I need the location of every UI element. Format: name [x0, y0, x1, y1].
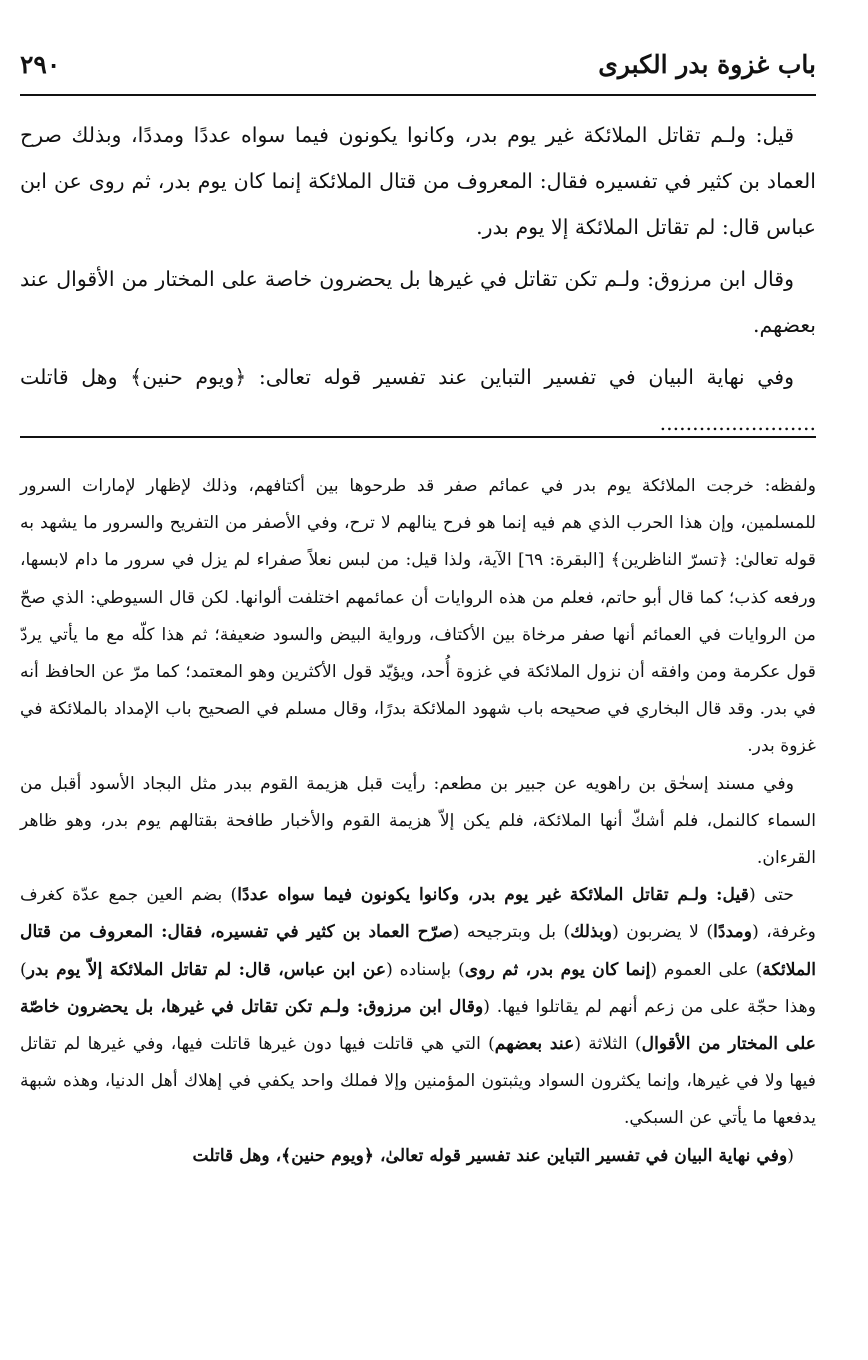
- quoted-main-text: قيل: ولـم تقاتل الملائكة غير يوم بدر، وكانوا يكونون فيما سواه عددًا: [237, 885, 749, 906]
- commentary-text-run: ) وهذا حجّة على من زعم أنهم لم يقاتلوا فيها. (: [20, 959, 816, 1017]
- quoted-main-text: إنما كان يوم بدر، ثم روى: [464, 959, 651, 980]
- commentary-text-run: ) الثلاثة (: [574, 1034, 642, 1055]
- commentary-text-run: ) بل وبترجيحه (: [452, 922, 571, 943]
- commentary-text: [20, 468, 816, 1175]
- commentary-paragraph: [20, 1138, 816, 1175]
- main-text: [20, 112, 816, 452]
- main-paragraph: [20, 354, 816, 446]
- commentary-paragraph: وفي مسند إسحٰق بن راهويه عن جبير بن مطعم: رأيت قبل هزيمة القوم ببدر مثل البجاد الأسود أقبل من السماء كالنمل، فلم أشكّ أنها الملائكة، فلم يكن إلاّ هزيمة القوم والأخبار طافحة بقتالهم يوم بدر، وهو ظاهر القرءان.: [20, 773, 816, 869]
- commentary-text-run: ) على العموم (: [650, 959, 763, 980]
- quoted-main-text: وفي نهاية البيان في تفسير التباين عند تفسير قوله تعالىٰ، ﴿ويوم حنين﴾، وهل قاتلت: [192, 1145, 788, 1166]
- commentary-text-run: ) لا يضربون (: [612, 922, 714, 943]
- commentary-paragraph: ولفظه: خرجت الملائكة يوم بدر في عمائم صفر قد طرحوها بين أكتافهم، وذلك لإظهار لإمارات السرور للمسلمين، وإن هذا الحرب الذي هم فيه إنما هو فرح ينالهم لا ترح، وفي الأصفر من التفريح والسرور ما يشهد به قوله تعالىٰ: ﴿تسرّ الناظرين﴾ [البقرة: ٦٩] الآية، ولذا قيل: من لبس نعلاً صفراء لم يزل في سرور ما دام لابسها، ورفعه كذب؛ كما قال أبو حاتم، فعلم من هذه الروايات أن عمائمهم اختلفت ألوانها. لكن قال السيوطي: الذي صحّ من الروايات في العمائم أنها صفر مرخاة بين الأكتاف، ورواية البيض والسود ضعيفة؛ ثم هذا كلّه مع ما يأتي يردّ قول عكرمة ومن وافقه أن نزول الملائكة في غزوة أُحد، ويؤيّد قول الأكثرين وهو المعتمد؛ كما مرّ عن الحافظ أنه في بدر. وقد قال البخاري في صحيحه باب شهود الملائكة بدرًا، وقال مسلم في الصحيح باب الإمداد بالملائكة في غزوة بدر.: [20, 476, 816, 757]
- quoted-main-text: وبذلك: [570, 922, 613, 943]
- page-header: [20, 44, 816, 96]
- page-number: ٢٩٠: [20, 50, 61, 79]
- main-paragraph-text: وفي نهاية البيان في تفسير التباين عند تفسير قوله تعالى: ﴿ويوم حنين﴾ وهل قاتلت: [20, 365, 794, 389]
- main-paragraph: وقال ابن مرزوق: ولـم تكن تقاتل في غيرها بل يحضرون خاصة على المختار من الأقوال عند بعضهم.: [20, 267, 816, 337]
- quoted-main-text: عند بعضهم: [494, 1034, 575, 1055]
- commentary-text-run: حتى (: [748, 885, 794, 906]
- commentary-text-run: ) بضم العين جمع عدّة كغرف وغرفة، (: [20, 885, 816, 943]
- commentary-paragraph: [20, 877, 816, 1137]
- commentary-text-run: (: [787, 1145, 794, 1166]
- chapter-title: باب غزوة بدر الكبرى: [598, 50, 816, 79]
- continuation-dots: ........................: [659, 411, 816, 435]
- section-divider: [20, 436, 816, 438]
- quoted-main-text: ومددًا: [713, 922, 753, 943]
- quoted-main-text: عن ابن عباس، قال: لم تقاتل الملائكة إلاّ يوم بدر: [26, 959, 387, 980]
- quoted-main-text: صرّح العماد بن كثير في تفسيره، فقال: المعروف من قتال الملائكة: [20, 922, 816, 980]
- commentary-text-run: ) التي هي قاتلت فيها دون غيرها قاتلت فيها، وفي غيرها لم تقاتل فيها ولا في غيرها، وإنما يكثرون السواد ويثبتون المؤمنين وإلا فملك واحد يكفي في إهلاك أهل الدنيا، وهذه شبهة يدفعها ما يأتي عن السبكي.: [20, 1034, 816, 1129]
- quoted-main-text: وقال ابن مرزوق: ولـم تكن تقاتل في غيرها، بل يحضرون خاصّة على المختار من الأقوال: [20, 996, 817, 1055]
- commentary-text-run: ) بإسناده (: [386, 959, 465, 980]
- main-paragraph: قيل: ولـم تقاتل الملائكة غير يوم بدر، وكانوا يكونون فيما سواه عددًا ومددًا، وبذلك صرح العماد بن كثير في تفسيره فقال: المعروف من قتال الملائكة إنما كان يوم بدر، ثم روى عن ابن عباس قال: لم تقاتل الملائكة إلا يوم بدر.: [20, 123, 816, 239]
